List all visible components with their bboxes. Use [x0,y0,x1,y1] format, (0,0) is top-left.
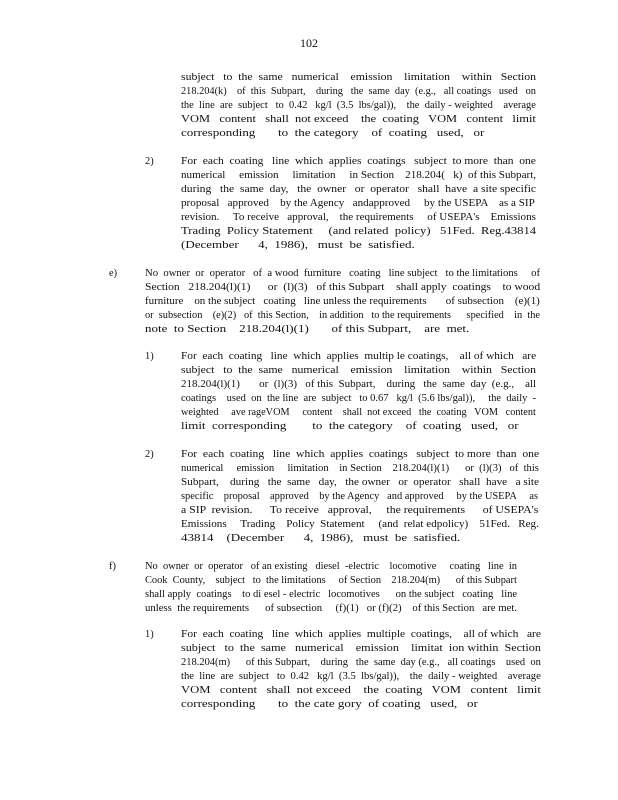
paragraph-line: For each coating line which applies multiple coatings, all of which are [181,629,541,640]
paragraph-line: For each coating line which applies multip le coatings, all of which are [181,351,537,362]
paragraph-line: corresponding to the cate gory of coating used, or [181,699,478,710]
paragraph-line: (December 4, 1986), must be satisfied. [181,240,415,251]
paragraph-line: numerical emission limitation in Section 218.204( k) of this Subpart, [181,170,537,181]
paragraph-line: a SIP revision. To receive approval, the requirements of USEPA's [181,505,539,516]
paragraph-line: shall apply coatings to di esel - electric locomotives on the subject coating line [145,589,518,600]
paragraph-line: corresponding to the category of coating used, or [181,128,485,139]
paragraph-line: the line are subject to 0.42 kg/l (3.5 lbs/gal)), the daily - weighted average [181,671,541,682]
paragraph-line: numerical emission limitation in Section 218.204(l)(1) or (l)(3) of this [181,463,539,474]
paragraph-line: subject to the same numerical emission limitation within Section [181,365,537,376]
paragraph-line: proposal approved by the Agency andapproved by the USEPA as a SIP [181,198,535,209]
paragraph-line: subject to the same numerical emission limitat ion within Section [181,643,541,654]
paragraph-line: VOM content shall not exceed the coating VOM content limit [181,685,541,696]
paragraph-line: Subpart, during the same day, the owner or operator shall have a site [181,477,539,488]
paragraph-line: 43814 (December 4, 1986), must be satisfied. [181,533,461,544]
paragraph-line: or subsection (e)(2) of this Section, in addition to the requirements specified in the [145,310,540,321]
list-marker: 1) [145,351,154,362]
list-marker: 1) [145,629,154,640]
paragraph-line: No owner or operator of an existing diesel -electric locomotive coating line in [145,561,517,572]
paragraph-line: No owner or operator of a wood furniture coating line subject to the limitations of [145,268,541,279]
paragraph-line: revision. To receive approval, the requirements of USEPA's Emissions [181,212,536,223]
paragraph-line: during the same day, the owner or operator shall have a site specific [181,184,537,195]
paragraph-line: furniture on the subject coating line unless the requirements of subsection (e)(1) [145,296,540,307]
paragraph-line: Section 218.204(l)(1) or (l)(3) of this Subpart shall apply coatings to wood [145,282,541,293]
list-marker: e) [109,268,118,279]
list-marker: 2) [145,449,154,460]
paragraph-line: specific proposal approved by the Agency and approved by the USEPA as [181,491,539,502]
paragraph-line: 218.204(l)(1) or (l)(3) of this Subpart, during the same day (e.g., all [181,379,537,390]
list-marker: 2) [145,156,154,167]
paragraph-line: coatings used on the line are subject to 0.67 kg/l (5.6 lbs/gal)), the daily - [181,393,537,404]
paragraph-line: 218.204(m) of this Subpart, during the same day (e.g., all coatings used on [181,657,541,668]
paragraph-line: note to Section 218.204(l)(1) of this Subpart, are met. [145,324,470,335]
paragraph-line: Trading Policy Statement (and related policy) 51Fed. Reg.43814 [181,226,537,237]
paragraph-line: Cook County, subject to the limitations of Section 218.204(m) of this Subpart [145,575,517,586]
paragraph-line: weighted ave rageVOM content shall not exceed the coating VOM content [181,407,536,418]
paragraph-line: the line are subject to 0.42 kg/l (3.5 lbs/gal)), the daily - weighted average [181,100,536,111]
list-marker: f) [109,561,116,572]
paragraph-line: 218.204(k) of this Subpart, during the same day (e.g., all coatings used on [181,86,536,97]
paragraph-line: For each coating line which applies coatings subject to more than one [181,449,540,460]
paragraph-line: unless the requirements of subsection (f)(1) or (f)(2) of this Section are met. [145,603,518,614]
paragraph-line: limit corresponding to the category of coating used, or [181,421,519,432]
paragraph-line: VOM content shall not exceed the coating VOM content limit [181,114,536,125]
page-number: 102 [300,36,318,50]
paragraph-line: subject to the same numerical emission limitation within Section [181,72,537,83]
paragraph-line: For each coating line which applies coatings subject to more than one [181,156,536,167]
paragraph-line: Emissions Trading Policy Statement (and relat edpolicy) 51Fed. Reg. [181,519,539,530]
